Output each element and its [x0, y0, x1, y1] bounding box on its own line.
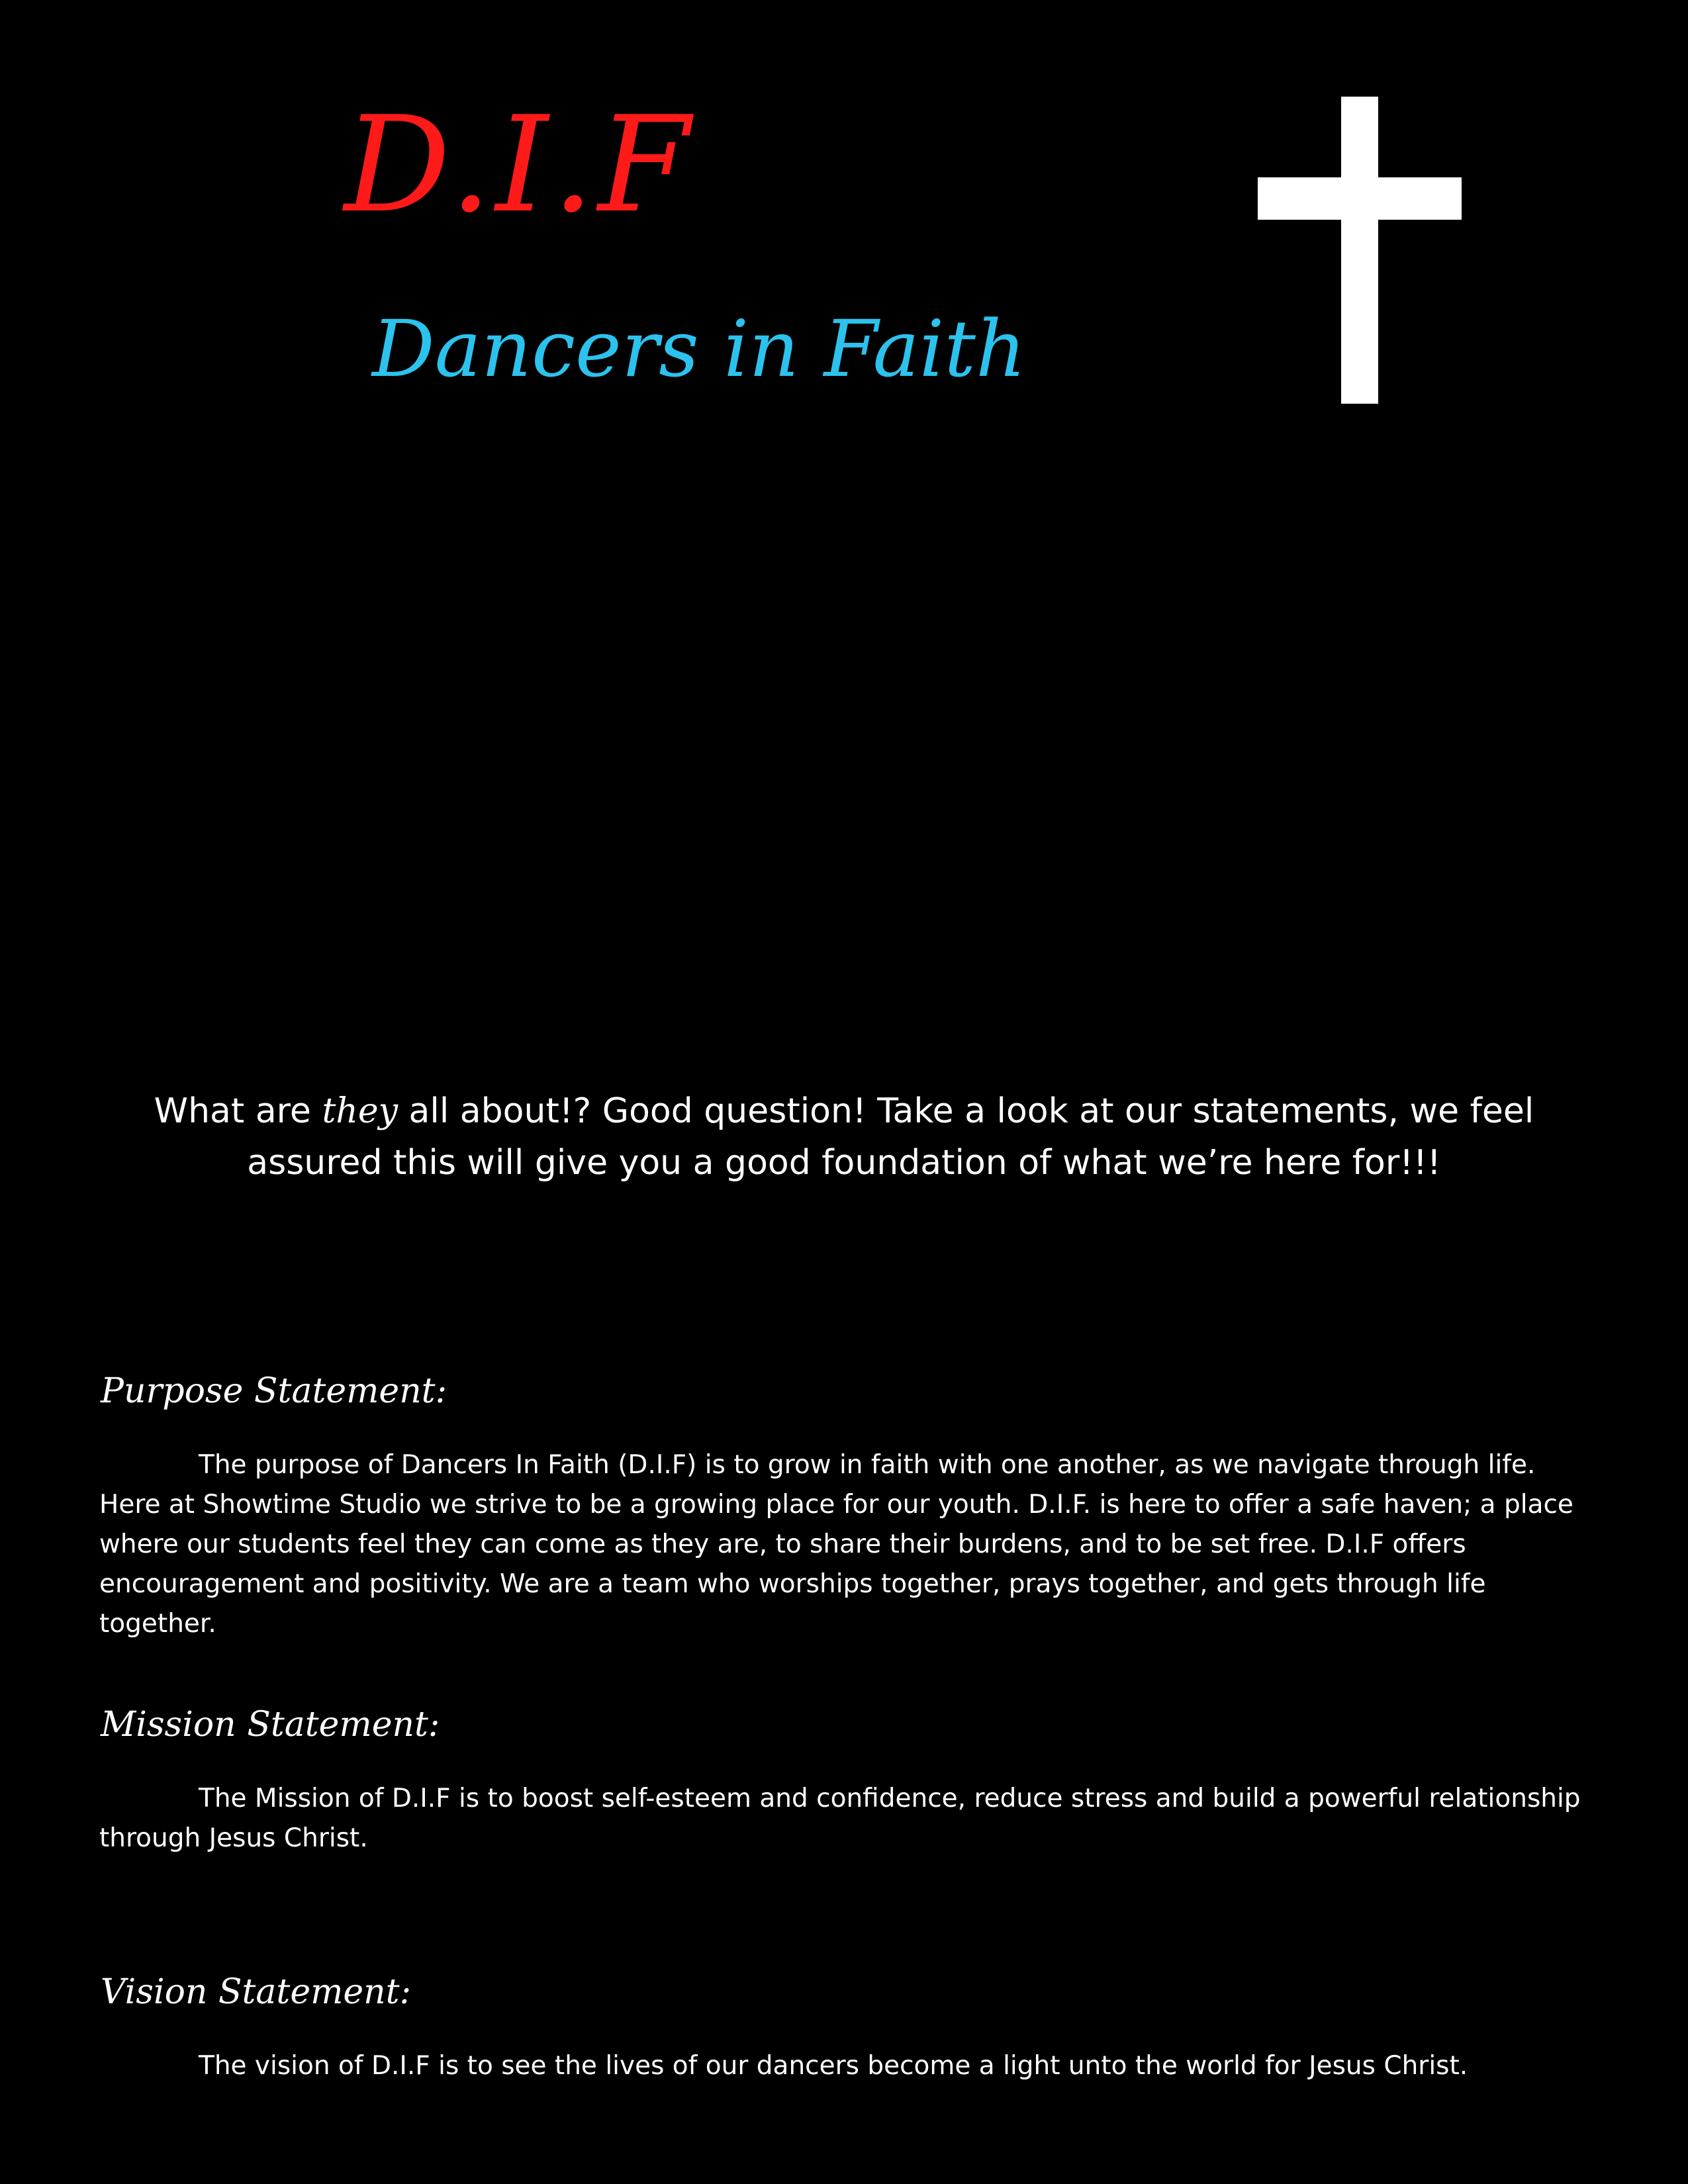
intro-part-1: What are — [154, 1091, 322, 1131]
purpose-heading: Purpose Statement: — [101, 1371, 447, 1411]
intro-part-2: all about!? Good question! Take a look at our statements, we feel assured this will give you a good foundation of what we’re here for!!! — [247, 1091, 1534, 1183]
abbreviation-title: D.I.F — [344, 88, 694, 242]
mission-heading: Mission Statement: — [101, 1705, 440, 1745]
cross-horizontal-bar — [1258, 177, 1462, 220]
purpose-body: The purpose of Dancers In Faith (D.I.F) is to grow in faith with one another, as we navigate through life. Here at Showtime Studio we strive to be a growing place for our youth. D.I.F. is here to offer a safe haven; a place where our students feel they can come as they are, to share their burdens, and to be set free. D.I.F offers encouragement and positivity. We are a team who worships together, prays together, and gets through life together. — [99, 1450, 1573, 1639]
intro-emphasis: they — [322, 1091, 398, 1131]
intro-text — [93, 1085, 1595, 1189]
cross-vertical-bar — [1341, 97, 1378, 404]
mission-body: The Mission of D.I.F is to boost self-esteem and confidence, reduce stress and build a powerful relationship through Jesus Christ. — [99, 1784, 1581, 1853]
full-name-title: Dancers in Faith — [372, 303, 1026, 394]
vision-heading: Vision Statement: — [101, 1972, 412, 2012]
vision-body: The vision of D.I.F is to see the lives of our dancers become a light unto the world for Jesus Christ. — [199, 2051, 1468, 2081]
